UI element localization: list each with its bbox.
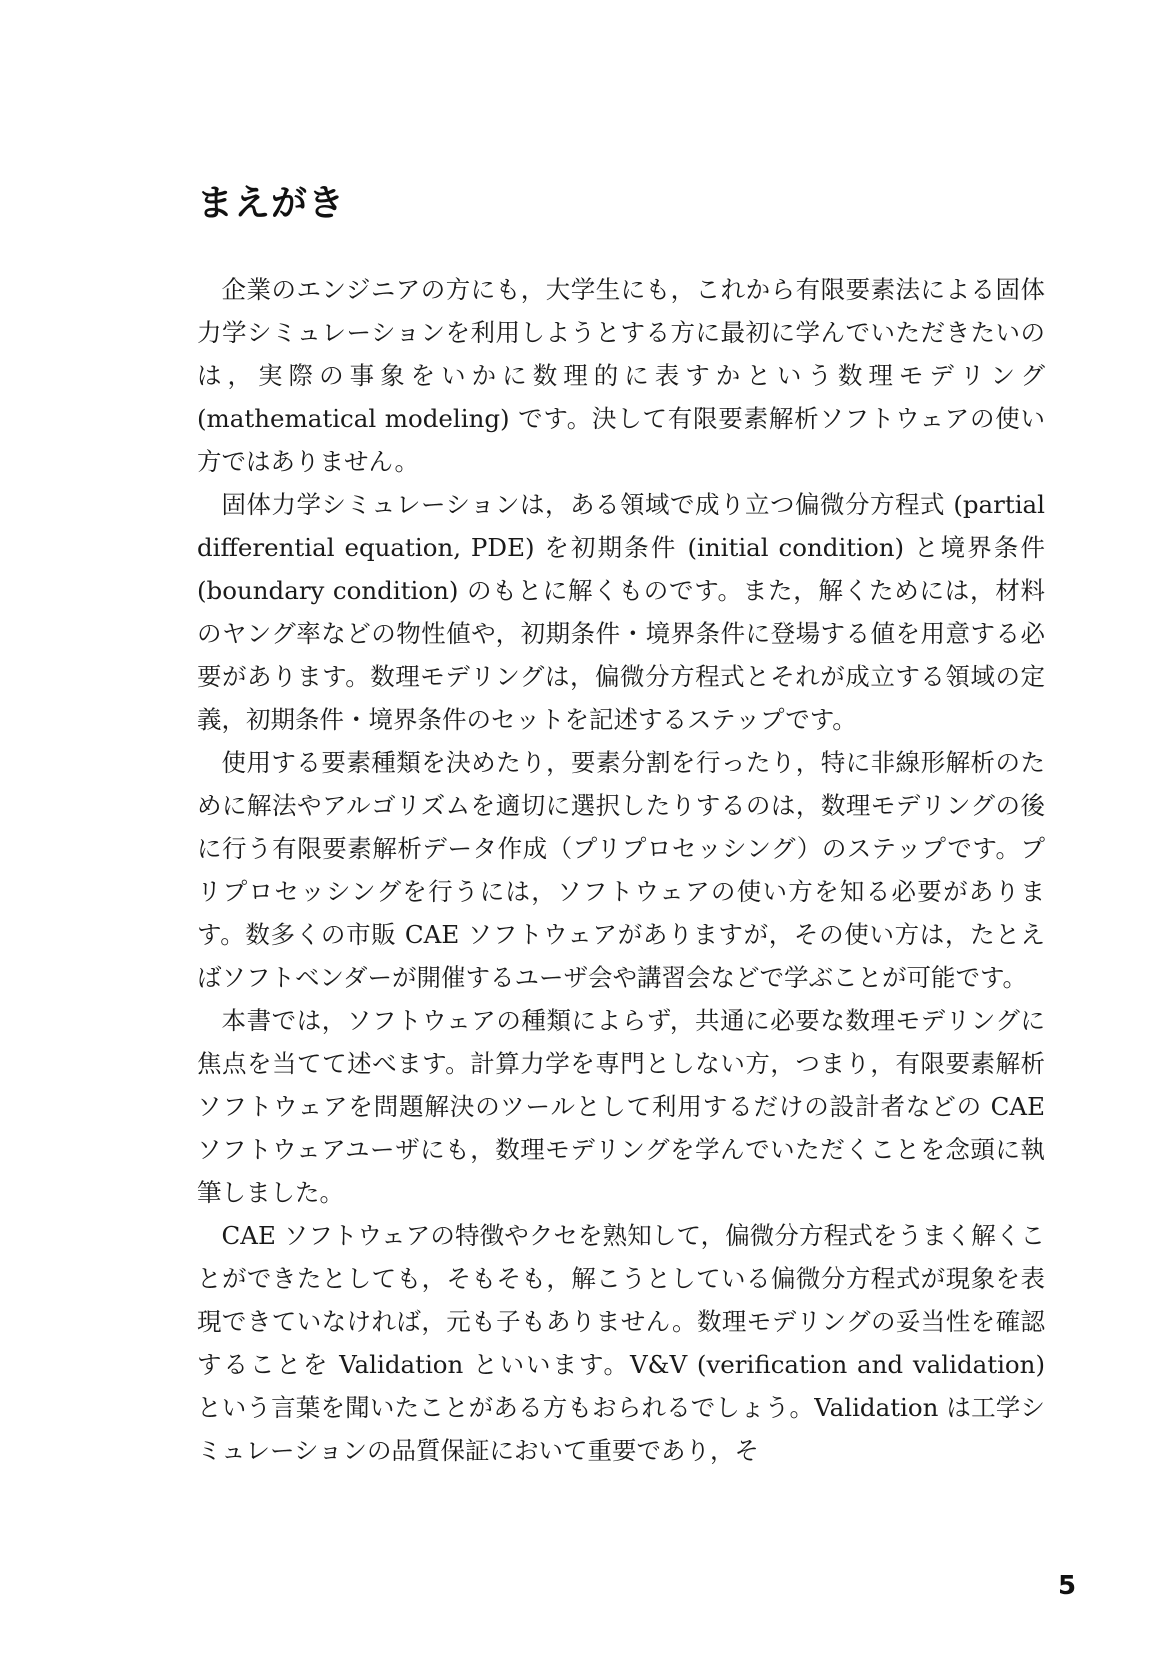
paragraph: 本書では，ソフトウェアの種類によらず，共通に必要な数理モデリングに焦点を当てて述べます。計算力学を専門としない方，つまり，有限要素解析ソフトウェアを問題解決のツールとして利用するだけの設計者などの CAE ソフトウェアユーザにも，数理モデリングを学んでいただくことを念頭に執筆しました。 xyxy=(197,1006,1045,1207)
page-number: 5 xyxy=(1058,1571,1077,1601)
body-text xyxy=(197,268,1045,1472)
page-title: まえがき xyxy=(197,183,346,224)
paragraph: 企業のエンジニアの方にも，大学生にも，これから有限要素法による固体力学シミュレーションを利用しようとする方に最初に学んでいただきたいのは，実際の事象をいかに数理的に表すかという数理モデリング (mathematical modeling) です。決して有限要素解析ソフトウェアの使い方ではありません。 xyxy=(197,275,1045,476)
paragraph: 使用する要素種類を決めたり，要素分割を行ったり，特に非線形解析のために解法やアルゴリズムを適切に選択したりするのは，数理モデリングの後に行う有限要素解析データ作成（プリプロセッシング）のステップです。プリプロセッシングを行うには，ソフトウェアの使い方を知る必要があります。数多くの市販 CAE ソフトウェアがありますが，その使い方は，たとえばソフトベンダーが開催するユーザ会や講習会などで学ぶことが可能です。 xyxy=(197,748,1045,992)
paragraph: 固体力学シミュレーションは，ある領域で成り立つ偏微分方程式 (partial differential equation, PDE) を初期条件 (initial condition) と境界条件 (boundary condition) のもとに解くものです。また，解くためには，材料のヤング率などの物性値や，初期条件・境界条件に登場する値を用意する必要があります。数理モデリングは，偏微分方程式とそれが成立する領域の定義，初期条件・境界条件のセットを記述するステップです。 xyxy=(197,490,1045,734)
paragraph: CAE ソフトウェアの特徴やクセを熟知して，偏微分方程式をうまく解くことができたとしても，そもそも，解こうとしている偏微分方程式が現象を表現できていなければ，元も子もありません。数理モデリングの妥当性を確認することを Validation といいます。V&V (verification and validation) という言葉を聞いたことがある方もおられるでしょう。Validation は工学シミュレーションの品質保証において重要であり，そ xyxy=(197,1221,1045,1465)
